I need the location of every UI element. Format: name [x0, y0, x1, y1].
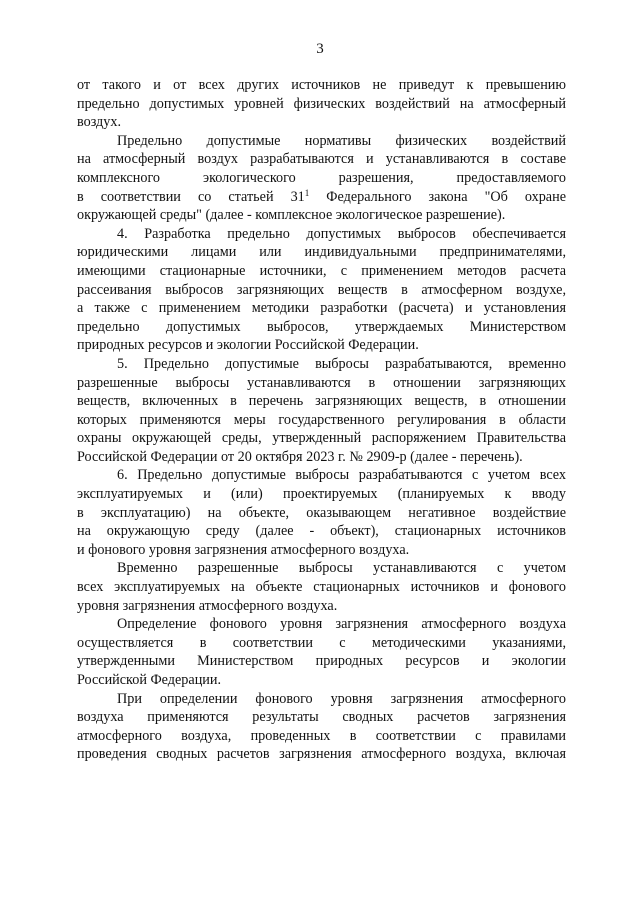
- paragraph: [77, 690, 566, 764]
- text-line: утвержденными Министерством природных ресурсов и экологии: [77, 653, 566, 670]
- paragraph: [77, 615, 566, 689]
- paragraph: [77, 132, 566, 225]
- text-line: в эксплуатацию) на объекте, оказывающем негативное воздействие: [77, 504, 566, 521]
- page-number: 3: [316, 41, 324, 57]
- footnote-marker: 1: [304, 187, 310, 198]
- text-line: на окружающую среду (далее - объект), стационарных источников: [77, 523, 566, 540]
- paragraph: [77, 76, 566, 132]
- text-line: охраны окружающей среды, утвержденный распоряжением Правительства: [77, 430, 566, 447]
- text-line: Определение фонового уровня загрязнения атмосферного воздуха: [117, 616, 566, 633]
- text-line: воздух.: [77, 114, 121, 131]
- text-line: юридическими лицами или индивидуальными предпринимателями,: [77, 244, 566, 261]
- text-line: уровня загрязнения атмосферного воздуха.: [77, 597, 338, 614]
- paragraph: [77, 466, 566, 559]
- text-line: разрешенные выбросы устанавливаются в отношении загрязняющих: [77, 374, 566, 391]
- text-line: При определении фонового уровня загрязнения атмосферного: [117, 690, 566, 707]
- text-segment: Федерального закона "Об охране: [309, 188, 566, 205]
- text-line: 6. Предельно допустимые выбросы разрабатываются с учетом всех: [117, 467, 566, 484]
- paragraph: [77, 559, 566, 615]
- text-line: веществ, включенных в перечень загрязняющих веществ, в отношении: [77, 393, 566, 410]
- text-line: Российской Федерации.: [77, 672, 222, 688]
- text-segment: в соответствии со статьей 31: [77, 188, 305, 205]
- text-line: всех эксплуатируемых на объекте стационарных источников и фонового: [77, 579, 566, 596]
- text-line: Временно разрешенные выбросы устанавливаются с учетом: [117, 560, 566, 577]
- text-line: комплексного экологического разрешения, предоставляемого: [77, 169, 566, 186]
- text-line: воздуха применяются результаты сводных расчетов загрязнения: [77, 709, 566, 726]
- text-line-with-footnote: [77, 188, 566, 207]
- text-line: окружающей среды" (далее - комплексное экологическое разрешение).: [77, 207, 506, 224]
- text-line: природных ресурсов и экологии Российской Федерации.: [77, 337, 419, 354]
- text-line: и фонового уровня загрязнения атмосферного воздуха.: [77, 541, 410, 558]
- paragraph: [77, 225, 566, 355]
- text-line: предельно допустимых уровней физических воздействий на атмосферный: [77, 95, 566, 112]
- text-line: а также с применением методики разработки (расчета) и установления: [77, 300, 566, 317]
- paragraph: [77, 355, 566, 467]
- text-line: проведения сводных расчетов загрязнения атмосферного воздуха, включая: [77, 746, 566, 763]
- text-line: имеющими стационарные источники, с применением методов расчета: [77, 262, 566, 279]
- text-line: на атмосферный воздух разрабатываются и устанавливаются в составе: [77, 151, 566, 168]
- text-line: 5. Предельно допустимые выбросы разрабатываются, временно: [117, 355, 566, 372]
- document-body: [77, 76, 566, 764]
- text-line: Российской Федерации от 20 октября 2023 г. № 2909-р (далее - перечень).: [77, 448, 523, 465]
- text-line: 4. Разработка предельно допустимых выбросов обеспечивается: [117, 225, 566, 242]
- text-line: эксплуатируемых и (или) проектируемых (планируемых к вводу: [77, 486, 566, 503]
- text-line: от такого и от всех других источников не приведут к превышению: [77, 77, 566, 93]
- text-line: рассеивания выбросов загрязняющих веществ в атмосферном воздухе,: [77, 281, 566, 298]
- text-line: предельно допустимых выбросов, утверждаемых Министерством: [77, 318, 566, 335]
- text-line: атмосферного воздуха, проведенных в соответствии с правилами: [77, 727, 566, 744]
- text-line: Предельно допустимые нормативы физических воздействий: [117, 132, 566, 149]
- text-line: которых применяются меры государственного регулирования в области: [77, 411, 566, 428]
- text-line: осуществляется в соответствии с методическими указаниями,: [77, 634, 566, 651]
